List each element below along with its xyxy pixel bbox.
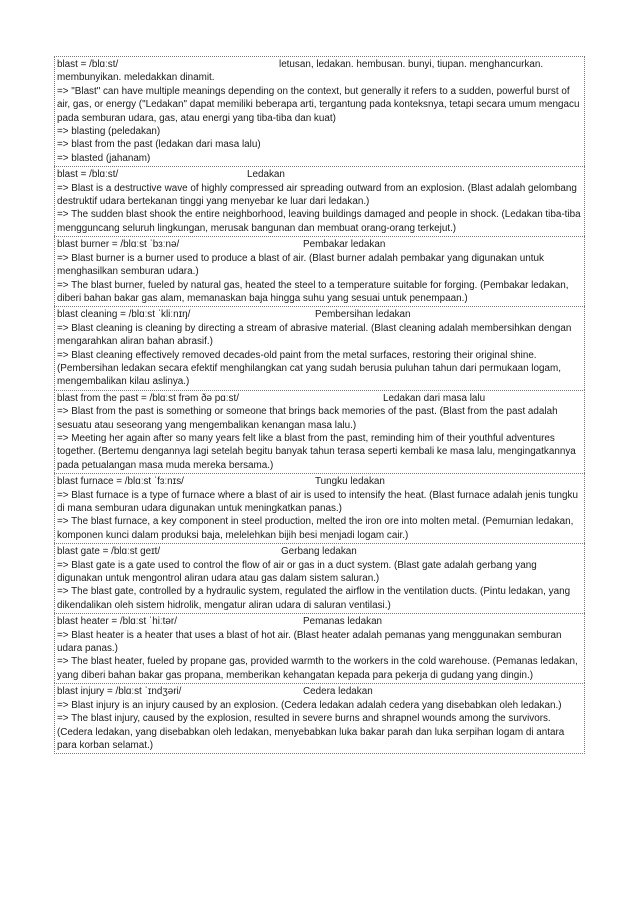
entry-translation: Ledakan [247,169,285,181]
entry-line: => Blast burner is a burner used to produce a blast of air. (Blast burner adalah pembakar yang digunakan untuk menghasilkan semburan udara.) [57,252,544,278]
entry-term: blast from the past = /blɑːst frəm ðə pɑːst/ [57,392,239,404]
entry-line: => The blast burner, fueled by natural gas, heated the steel to a temperature suitable for forging. (Pembakar ledakan, diberi bahan bakar gas alam, memanaskan baja hingga suhu yang sesuai untuk penempaan.) [57,279,569,304]
entry-header [57,238,582,251]
entry-blast-furnace [54,473,585,543]
entry-header [57,58,582,71]
entry-translation: letusan, ledakan. hembusan. bunyi, tiupan. menghancurkan. [279,59,544,70]
entry-header [57,475,582,488]
entry-line: => Blast heater is a heater that uses a blast of hot air. (Blast heater adalah pemanas yang menggunakan semburan udara panas.) [57,629,562,655]
entry-translation: Ledakan dari masa lalu [383,392,486,404]
entry-translation: Pembakar ledakan [303,239,386,251]
entry-blast-from-the-past [54,390,585,473]
entry-blast [54,56,585,166]
entry-blast-gate [54,543,585,613]
entry-line: => The sudden blast shook the entire neighborhood, leaving buildings damaged and people in shock. (Ledakan tiba-tiba mengguncang seluruh lingkungan, merusak bangunan dan membuat orang-orang terkejut.) [57,209,581,234]
entry-translation: Pemanas ledakan [303,616,383,628]
entry-line: => Blast cleaning effectively removed decades-old paint from the metal surfaces, restoring their original shine. (Pembersihan ledakan secara efektif menghilangkan cat yang sudah berusia puluhan tahun dari permukaan logam, mengembalikan kilau aslinya.) [57,349,561,388]
entry-line: => Blast cleaning is cleaning by directing a stream of abrasive material. (Blast cleaning adalah membersihkan dengan mengarahkan aliran bahan abrasif.) [57,322,572,348]
vocabulary-list [54,56,585,754]
entry-term: blast heater = /blɑːst ˈhiːtər/ [57,616,177,628]
entry-header [57,308,582,321]
entry-translation: Cedera ledakan [303,686,373,698]
entry-header [57,168,582,181]
entry-translation: Gerbang ledakan [281,546,357,558]
entry-translation: Tungku ledakan [315,476,385,488]
entry-line: membunyikan. meledakkan dinamit. [57,72,215,84]
entry-line: => "Blast" can have multiple meanings depending on the context, but generally it refers to a sudden, powerful burst of air, gas, or energy ("Ledakan" dapat memiliki beberapa arti, tergantung pada konteksnya, tetapi secara umum mengacu pada semburan udara, gas, atau energi yang tiba-tiba dan kuat) [57,85,580,124]
entry-line: => Blast is a destructive wave of highly compressed air spreading outward from an explosion. (Blast adalah gelombang destruktif udara bertekanan tinggi yang menyebar ke luar dari ledakan.) [57,182,577,208]
entry-line: => blast from the past (ledakan dari masa lalu) [57,139,261,151]
entry-term: blast gate = /blɑːst geɪt/ [57,546,161,558]
entry-blast-cleaning [54,306,585,389]
entry-line: => Blast gate is a gate used to control the flow of air or gas in a duct system. (Blast gate adalah gerbang yang digunakan untuk mengontrol aliran udara atau gas dalam sistem saluran.) [57,559,537,585]
entry-blast-heater [54,613,585,683]
entry-line: => blasting (peledakan) [57,126,161,138]
entry-line: => Blast injury is an injury caused by an explosion. (Cedera ledakan adalah cedera yang disebabkan oleh ledakan.) [57,699,562,711]
entry-term: blast injury = /blɑːst ˈɪndʒəri/ [57,686,182,698]
entry-header [57,545,582,558]
entry-line: => The blast gate, controlled by a hydraulic system, regulated the airflow in the ventilation ducts. (Pintu ledakan, yang dikendalikan oleh sistem hidrolik, mengatur aliran udara di saluran ventilasi.) [57,586,571,611]
entry-term: blast furnace = /blɑːst ˈfɜːnɪs/ [57,476,184,488]
entry-header [57,615,582,628]
entry-header [57,685,582,698]
entry-blast-definition [54,166,585,236]
entry-blast-injury [54,683,585,754]
entry-line: => Blast from the past is something or someone that brings back memories of the past. (Blast from the past adalah sesuatu atau seseorang yang mengembalikan kenangan masa lalu.) [57,406,558,431]
entry-line: => blasted (jahanam) [57,152,151,164]
entry-term: blast burner = /blɑːst ˈbɜːnə/ [57,239,180,251]
entry-line: => Meeting her again after so many years felt like a blast from the past, reminding him of their youthful adventures together. (Bertemu dengannya lagi setelah begitu banyak tahun terasa seperti kembali ke masa lalu, mengingatkannya pada petualangan masa muda mereka bersama.) [57,432,576,471]
entry-term: blast = /blɑːst/ [57,169,119,181]
entry-line: => The blast heater, fueled by propane gas, provided warmth to the workers in the cold warehouse. (Pemanas ledakan, yang diberi bahan bakar gas propana, memberikan kehangatan kepada para pekerja di gudang yang dingin.) [57,656,578,681]
entry-term: blast = /blɑːst/ [57,59,119,70]
entry-line: => The blast injury, caused by the explosion, resulted in severe burns and shrapnel wounds among the survivors. (Cedera ledakan, yang disebabkan oleh ledakan, menyebabkan luka bakar parah dan luka serpihan logam di antara para korban selamat.) [57,713,565,751]
entry-line: => Blast furnace is a type of furnace where a blast of air is used to intensify the heat. (Blast furnace adalah jenis tungku di mana semburan udara digunakan untuk meningkatkan panas.) [57,489,578,514]
entry-header [57,392,582,405]
entry-blast-burner [54,236,585,306]
entry-term: blast cleaning = /blɑːst ˈkliːnɪŋ/ [57,309,191,321]
entry-line: => The blast furnace, a key component in steel production, melted the iron ore into molten metal. (Pemurnian ledakan, komponen kunci dalam produksi baja, melelehkan bijih besi menjadi logam cair.) [57,516,574,541]
entry-translation: Pembersihan ledakan [315,309,411,321]
